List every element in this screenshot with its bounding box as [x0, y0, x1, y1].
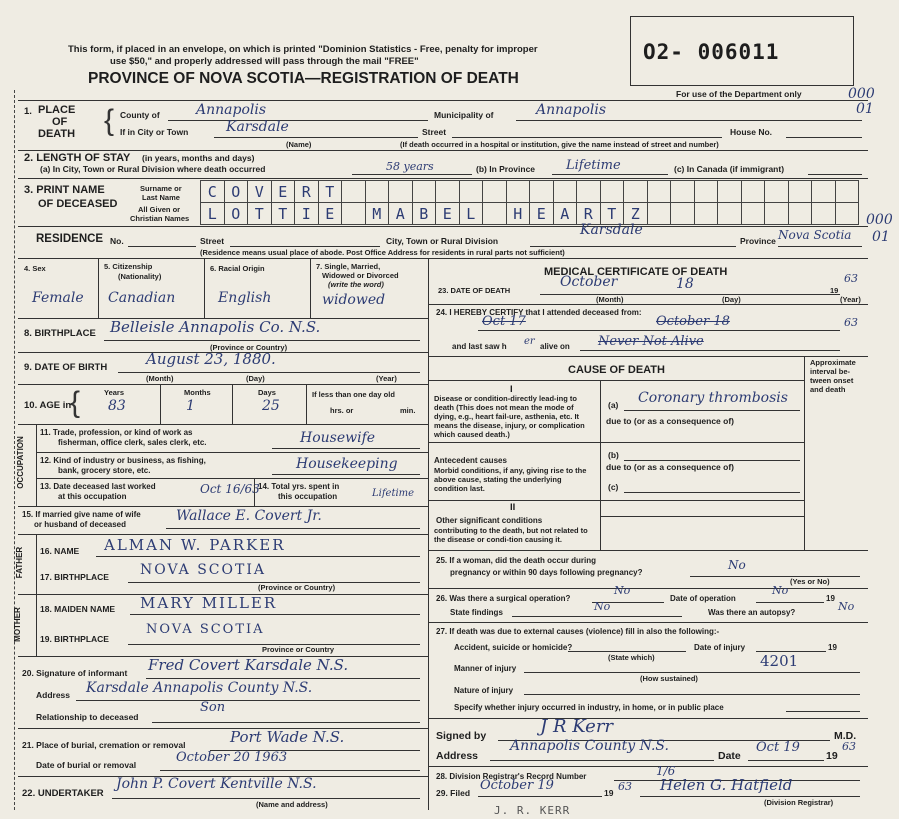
q27-state-caption: (State which)	[608, 653, 655, 662]
mother-maiden-label: 18. MAIDEN NAME	[40, 604, 116, 614]
name-grid-cell	[717, 202, 742, 225]
residence-province-label: Province	[740, 236, 776, 246]
birthplace-label: 8. BIRTHPLACE	[24, 328, 96, 339]
q23-month-caption: (Month)	[596, 295, 624, 304]
field1-num: 1.	[24, 106, 32, 117]
undertaker-caption: (Name and address)	[256, 800, 328, 809]
dob-value: August 23, 1880.	[146, 350, 276, 368]
city-label: If in City or Town	[120, 127, 189, 137]
sex-value: Female	[32, 290, 84, 306]
burial-place-value: Port Wade N.S.	[230, 728, 345, 746]
citizenship-label: 5. Citizenship	[104, 262, 153, 271]
stay-canada-label: (c) In Canada (if immigrant)	[674, 164, 785, 174]
name-grid-cell	[341, 202, 366, 225]
registrar-caption: (Division Registrar)	[764, 798, 834, 807]
q28-value: 1/6	[656, 764, 676, 778]
q24-year-value: 63	[844, 316, 858, 329]
q26-value: No	[614, 584, 631, 597]
father-name-value: ALMAN W. PARKER	[104, 536, 286, 554]
q23-year: 63	[844, 272, 858, 285]
name-grid-cell	[341, 180, 366, 203]
q27-year-prefix: 19	[828, 643, 837, 652]
q27-manner-label: Manner of injury	[454, 664, 517, 673]
name-grid-cell	[623, 180, 648, 203]
q12-value: Housekeeping	[296, 456, 398, 472]
name-grid-cell: E	[318, 202, 343, 225]
q13-label2: at this occupation	[58, 492, 127, 501]
q11-label2: fisherman, office clerk, sales clerk, etc.	[58, 438, 207, 447]
mother-birthplace-label: 19. BIRTHPLACE	[40, 634, 109, 644]
given-label2: Christian Names	[130, 214, 190, 223]
name-grid-cell: A	[388, 202, 413, 225]
dob-label: 9. DATE OF BIRTH	[24, 362, 108, 373]
q13-value: Oct 16/63	[200, 482, 260, 496]
q15-label2: or husband of deceased	[34, 520, 127, 529]
brace: {	[104, 104, 115, 137]
age-days-value: 25	[262, 398, 280, 414]
name-grid-cell: H	[506, 202, 531, 225]
signed-address-value: Annapolis County N.S.	[510, 738, 669, 754]
q23-label: 23. DATE OF DEATH	[438, 286, 511, 295]
signed-address-label: Address	[436, 750, 479, 762]
residence-note: (Residence means usual place of abode. Post Office Address for residents in rural parts not sufficient)	[200, 248, 565, 257]
mother-side-label: MOTHER	[12, 607, 22, 642]
q25-label2: pregnancy or within 90 days following pregnancy?	[450, 568, 643, 577]
name-grid-cell: A	[553, 202, 578, 225]
birthplace-value: Belleisle Annapolis Co. N.S.	[110, 318, 321, 336]
direct-cause-desc: Disease or condition-directly lead-ing to death (This does not mean the mode of dying, e.g., heart fail-ure, asthenia, etc. It means the disease, injury, or complication which caused death.)	[434, 394, 585, 439]
cause-a-value: Coronary thrombosis	[638, 390, 788, 406]
name-caption: (Name)	[286, 140, 312, 149]
name-grid-cell: E	[271, 180, 296, 203]
name-grid-cell	[482, 180, 507, 203]
residence-city-label: City, Town or Rural Division	[386, 236, 499, 246]
hospital-note: (If death occurred in a hospital or institution, give the name instead of street and number)	[400, 140, 719, 149]
margin-code-top2: 01	[856, 101, 874, 117]
name-grid-cell: T	[600, 202, 625, 225]
q26-autopsy-value: No	[838, 600, 855, 613]
name-grid-cell: T	[247, 202, 272, 225]
age-label: 10. AGE in	[24, 400, 72, 411]
undertaker-label: 22. UNDERTAKER	[22, 788, 104, 799]
name-grid-cell	[412, 180, 437, 203]
mother-birthplace-value: NOVA SCOTIA	[146, 622, 265, 637]
due-a-label: due to (or as a consequence of)	[606, 416, 734, 426]
field1-label3: DEATH	[38, 128, 76, 140]
residence-no-label: No.	[110, 236, 124, 246]
margin-code-mid1: 000	[866, 212, 893, 228]
name-grid-cell: R	[294, 180, 319, 203]
residence-street-label: Street	[200, 236, 225, 246]
field3-label2: OF DECEASED	[38, 198, 118, 210]
q23-day-caption: (Day)	[722, 295, 741, 304]
q14-value: Lifetime	[372, 488, 415, 499]
name-grid-cell: E	[435, 202, 460, 225]
father-side-label: FATHER	[15, 546, 25, 579]
name-grid-cell	[482, 202, 507, 225]
occupation-side-label: OCCUPATION	[15, 436, 25, 489]
roman-two: II	[510, 502, 516, 513]
q12-label2: bank, grocery store, etc.	[58, 466, 151, 475]
name-grid-cell	[788, 180, 813, 203]
name-grid-cell: M	[365, 202, 390, 225]
q26-findings-label: State findings	[450, 608, 503, 617]
age-years-value: 83	[108, 398, 126, 414]
signed-year-prefix: 19	[826, 750, 838, 762]
name-grid-cell	[741, 180, 766, 203]
age-months-label: Months	[184, 388, 211, 397]
q24-last-label: and last saw h	[452, 342, 507, 351]
age-days-label: Days	[258, 388, 276, 397]
q23-month: October	[560, 274, 618, 290]
field2-label: 2. LENGTH OF STAY	[24, 152, 131, 164]
name-grid-cell: E	[529, 202, 554, 225]
municipality-label: Municipality of	[434, 110, 494, 120]
stay-province-label: (b) In Province	[476, 164, 536, 174]
marital-value: widowed	[322, 292, 386, 308]
name-grid-cell	[647, 202, 672, 225]
given-label1: All Given or	[138, 205, 181, 214]
q29-year: 63	[618, 780, 632, 793]
q25-label1: 25. If a woman, did the death occur during	[436, 556, 597, 565]
q11-label1: 11. Trade, profession, or kind of work as	[40, 428, 193, 437]
signed-date-label: Date	[718, 750, 741, 762]
marital-label2: Widowed or Divorced	[322, 271, 399, 280]
q29-filed-value: October 19	[480, 778, 554, 793]
sex-label: 4. Sex	[24, 264, 46, 273]
mother-maiden-value: MARY MILLER	[140, 594, 278, 612]
county-label: County of	[120, 110, 160, 120]
burial-place-label: 21. Place of burial, cremation or removal	[22, 740, 186, 750]
signed-label: Signed by	[436, 730, 487, 742]
q27-date-injury-label: Date of injury	[694, 643, 746, 652]
name-grid-cell	[506, 180, 531, 203]
q26-date-value: No	[772, 584, 789, 597]
q14-label2: this occupation	[278, 492, 338, 501]
informant-addr-label: Address	[36, 690, 71, 700]
cause-title: CAUSE OF DEATH	[568, 364, 665, 376]
margin-code-mid2: 01	[872, 229, 890, 245]
q25-value: No	[728, 558, 746, 572]
citizenship-value: Canadian	[108, 290, 176, 306]
name-grid-cell	[811, 202, 836, 225]
name-grid-cell: R	[576, 202, 601, 225]
city-value: Karsdale	[226, 119, 289, 135]
q27-how-caption: (How sustained)	[640, 674, 698, 683]
father-birthplace-label: 17. BIRTHPLACE	[40, 572, 109, 582]
name-grid-cell	[741, 202, 766, 225]
form-title: PROVINCE OF NOVA SCOTIA—REGISTRATION OF DEATH	[88, 70, 519, 87]
medical-title: MEDICAL CERTIFICATE OF DEATH	[544, 266, 728, 278]
margin-code-top1: 000	[848, 86, 875, 102]
father-name-label: 16. NAME	[40, 546, 80, 556]
mother-birthplace-caption: Province or Country	[262, 645, 335, 654]
field2-sub: (in years, months and days)	[142, 153, 255, 163]
name-grid-cell: V	[247, 180, 272, 203]
name-grid-cell: B	[412, 202, 437, 225]
q27-nature-label: Nature of injury	[454, 686, 514, 695]
q23-year-prefix: 19	[830, 286, 839, 295]
physician-signature: J R Kerr	[540, 716, 614, 737]
name-grid-cell	[835, 202, 860, 225]
residence-province-value: Nova Scotia	[778, 228, 852, 242]
name-grid-cell: Z	[623, 202, 648, 225]
q24-from-value: Oct 17	[482, 314, 526, 329]
q26-label: 26. Was there a surgical operation?	[436, 594, 571, 603]
racial-label: 6. Racial Origin	[210, 264, 265, 273]
name-grid-cell	[764, 202, 789, 225]
name-grid-cell	[647, 180, 672, 203]
q29-year-prefix: 19	[604, 788, 614, 798]
marital-label3: (write the word)	[328, 280, 384, 289]
name-grid-cell: O	[224, 180, 249, 203]
q27-specify-label: Specify whether injury occurred in industry, in home, or in public place	[454, 703, 724, 712]
field1-label1: PLACE	[38, 104, 76, 116]
approx-interval-label: Approximate interval be-tween onset and death	[810, 358, 856, 394]
surname-label1: Surname or	[140, 184, 182, 193]
dob-year-caption: (Year)	[376, 374, 397, 383]
name-grid-cell: C	[200, 180, 225, 203]
father-birthplace-caption: (Province or Country)	[258, 583, 336, 592]
mail-notice-line1: This form, if placed in an envelope, on which is printed "Dominion Statistics - Free, penalty for improper	[68, 44, 538, 55]
q27-label: 27. If death was due to external causes (violence) fill in also the following:-	[436, 627, 720, 636]
street-label: Street	[422, 127, 447, 137]
q12-label1: 12. Kind of industry or business, as fishing,	[40, 456, 206, 465]
informant-sig-value: Fred Covert Karsdale N.S.	[148, 656, 349, 674]
other-title: Other significant conditions	[436, 516, 543, 525]
q28-label: 28. Division Registrar's Record Number	[436, 772, 587, 781]
name-grid-cell	[600, 180, 625, 203]
registrar-signature: Helen G. Hatfield	[660, 776, 793, 794]
other-desc: contributing to the death, but not related to the disease or condi-tion causing it.	[434, 526, 588, 544]
antecedent-title: Antecedent causes	[434, 456, 507, 465]
name-grid-cell: I	[294, 202, 319, 225]
name-grid-cell	[835, 180, 860, 203]
q25-caption: (Yes or No)	[790, 577, 830, 586]
informant-rel-label: Relationship to deceased	[36, 712, 139, 722]
q24-alive-on: alive on	[540, 342, 570, 351]
name-grid-cell: T	[318, 180, 343, 203]
q26-findings-value: No	[594, 600, 611, 613]
name-grid-cell: L	[200, 202, 225, 225]
burial-date-value: October 20 1963	[176, 750, 288, 765]
name-grid-cell	[694, 202, 719, 225]
dob-day-caption: (Day)	[246, 374, 265, 383]
q26-autopsy-label: Was there an autopsy?	[708, 608, 796, 617]
undertaker-value: John P. Covert Kentville N.S.	[116, 776, 317, 792]
q14-label1: 14. Total yrs. spent in	[258, 482, 340, 491]
q27-manner-code: 4201	[760, 652, 799, 670]
name-grid-cell: L	[459, 202, 484, 225]
name-grid-cell	[670, 202, 695, 225]
field1-label2: OF	[52, 116, 68, 128]
name-grid-cell	[576, 180, 601, 203]
min-label: min.	[400, 406, 416, 415]
stay-province-value: Lifetime	[566, 158, 621, 173]
q15-value: Wallace E. Covert Jr.	[176, 508, 322, 524]
name-grid-cell	[764, 180, 789, 203]
less-day-label: If less than one day old	[312, 390, 395, 399]
q29-label: 29. Filed	[436, 788, 471, 798]
q26-year-prefix: 19	[826, 594, 835, 603]
q13-label1: 13. Date deceased last worked	[40, 482, 156, 491]
hrs-label: hrs. or	[330, 406, 354, 415]
name-grid-cell: T	[271, 202, 296, 225]
name-grid-cell	[435, 180, 460, 203]
name-grid-cell	[670, 180, 695, 203]
citizenship-sub: (Nationality)	[118, 272, 162, 281]
due-b-label: due to (or as a consequence of)	[606, 462, 734, 472]
age-years-label: Years	[104, 388, 125, 397]
field3-label1: 3. PRINT NAME	[24, 184, 105, 196]
county-value: Annapolis	[196, 102, 267, 118]
cause-b-label: (b)	[608, 450, 619, 460]
roman-one: I	[510, 384, 513, 395]
stay-city-value: 58 years	[386, 160, 434, 173]
signed-year: 63	[842, 740, 856, 753]
informant-rel-value: Son	[200, 700, 226, 715]
registration-number: O2- 006011	[643, 40, 780, 64]
informant-sig-label: 20. Signature of informant	[22, 668, 128, 678]
mail-notice-line2: use $50," and properly addressed will pass through the mail "FREE"	[110, 56, 419, 67]
name-grid-cell	[694, 180, 719, 203]
name-grid-cell	[811, 180, 836, 203]
name-grid-cell	[788, 202, 813, 225]
age-brace: {	[70, 386, 81, 419]
q24-label: 24. I HEREBY CERTIFY that I attended deceased from:	[436, 308, 642, 317]
residence-label: RESIDENCE	[36, 233, 104, 245]
residence-city-value: Karsdale	[580, 222, 643, 238]
q23-year-caption: (Year)	[840, 295, 861, 304]
municipality-value: Annapolis	[536, 102, 607, 118]
name-grid-cell	[388, 180, 413, 203]
racial-value: English	[218, 290, 272, 306]
name-grid-cell	[459, 180, 484, 203]
md-label: M.D.	[834, 730, 857, 742]
dob-month-caption: (Month)	[146, 374, 174, 383]
birthplace-caption: (Province or Country)	[210, 343, 288, 352]
q11-value: Housewife	[300, 430, 376, 446]
burial-date-label: Date of burial or removal	[36, 760, 137, 770]
name-grid-cell: O	[224, 202, 249, 225]
cause-a-label: (a)	[608, 400, 619, 410]
marital-label1: 7. Single, Married,	[316, 262, 381, 271]
age-months-value: 1	[186, 398, 195, 414]
name-grid-cell	[553, 180, 578, 203]
antecedent-desc: Morbid conditions, if any, giving rise to the above cause, stating the underlying condition last.	[434, 466, 587, 493]
name-grid	[200, 180, 858, 224]
father-birthplace-value: NOVA SCOTIA	[140, 562, 266, 578]
signed-date-value: Oct 19	[756, 740, 800, 755]
name-grid-cell	[365, 180, 390, 203]
informant-addr-value: Karsdale Annapolis County N.S.	[86, 680, 313, 696]
q24-last-mid: er	[524, 336, 535, 347]
cause-c-label: (c)	[608, 482, 619, 492]
dept-use-label: For use of the Department only	[676, 89, 802, 99]
bottom-stamp: J. R. KERR	[494, 804, 571, 817]
q24-to-value: October 18	[656, 314, 730, 329]
q26-date-label: Date of operation	[670, 594, 736, 603]
q27-accident-label: Accident, suicide or homicide?	[454, 643, 573, 652]
surname-label2: Last Name	[142, 193, 180, 202]
q24-last-value: Never Not Alive	[598, 334, 704, 349]
q15-label1: 15. If married give name of wife	[22, 510, 141, 519]
q23-day: 18	[676, 276, 694, 292]
stay-city-label: (a) In City, Town or Rural Division where death occurred	[40, 164, 266, 174]
name-grid-cell	[529, 180, 554, 203]
house-no-label: House No.	[730, 127, 773, 137]
name-grid-cell	[717, 180, 742, 203]
